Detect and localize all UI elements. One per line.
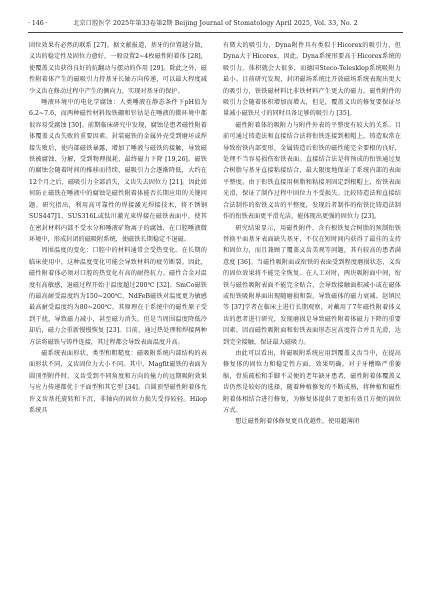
paragraph: 研究结果显示，用磁性附件、含有根铁复合树脂的预制衔铁替换平面基牙表面缺失基牙，不仅在短时间内获得了最佳的支持和固位力，而且兼顾了覆盖义齿美观等问题，其有较高的患者满意度 [36]。当磁性吸附面或衔铁的表面受到程度磨损状态，义齿的固位效果将不能完全恢复。在人工对时，两块吸附面中间，衔铁与磁性吸附表面不能完全贴合，会导致接触面积减小或在磁体或衔铁吸附界面出现随磨损和裂，导致磁体的磁力衰减。赵镇民等 [37]学者在临床上进行长期观察，对戴用了7年磁性附着体义齿的患者进行研究，发现磨损是导致磁性附着体磁力下降的重要因素。因而磁性吸附面和衔铁表面形态应高度符合并且光滑，达到完全接触，保证最大磁吸力。	[223, 224, 401, 346]
running-header	[28, 18, 403, 33]
paragraph: 固位效果有必然的联系 [27]。据文献报道，基牙的位置越分散，义齿的稳定性及固位力愈好，一般设置2~4枚磁性附着体 [28]，使覆盖义齿获得良好的抗翻动与摆动的作用 [29]。除此之外，磁性附着体产生的磁吸引力持基牙长轴方向传递，可以最大程度减少义齿在修动过程中产生的侧向力，实现对基牙的保护。	[29, 42, 207, 95]
left-column	[29, 40, 207, 588]
right-column	[223, 40, 401, 588]
paragraph: 唾液环境中的电化学腐蚀：人类唾液在静态条件下pH值为6.2~7.6，而两种磁性材料钕铁硼和钐钴是在唾液的微环境中都很容易受腐蚀 [30]。前期临床研究中发现，腐蚀是患者磁性附着体覆盖义齿失败的重要因素。封装磁铁的金属外壳受到磨坏或焊接失败后，使内部磁铁暴露，增加了唾液与磁铁的接触，导致磁铁被腐蚀、分解，受到物理损耗，最终磁力下降 [19,26]。磁铁的腐蚀会随着时间的推移而持续，磁吸引力会逐渐降低，大约在12个月之后，磁吸引力全部消失，义齿失去固位力 [21]。因此如何防止磁铁在唾液中的腐蚀是磁性附着体能否长期应用的关键问题。研究指出，利用高可靠性的焊接激光焊接技术，将不锈钢SUS447J1、SUS316L或钛川激光束焊接在磁铁表面中，使其在密封材料内部不受水分和唾液矿物离子的腐蚀，在口腔唾液微环境中，形成封闭的磁吸附系统，使磁铁长期稳定不退磁。	[29, 99, 207, 243]
journal-info: 北京口腔医学 2025年第33卷第2期 Beijing Journal of Stomatology April 2025, Vol. 33, No. 2	[73, 20, 358, 27]
paragraph: 有微大的吸引力，Dyna附件具有类似于Hicorex的吸引力，但Dyna大于Hicorex，因此，Dyna系统形要高于Hicorex系统的吸引力。体积就会大很多，而德国Steco-Telesklop系统吸附力最小。目前研究发现，封闭磁场系统比开放磁场系统表现出更大的吸引力，铁铁磁材料比非铁材料产生更大的磁力。磁性附件的吸引力会随着体积增加而增大，但是，覆盖义齿的修复要保证尽量减小磁铁尺寸的同时具备足够的吸引力 [35]。	[223, 42, 401, 118]
paragraph: 周围温度的变化：口腔中的材料通常会受热变化。在长期的临床使用中，这种温度变化可能会导致材料的疲劳断裂。因此，磁性附着体必须对口腔的热变化有高的耐热抗力。磁性合金对温度有高敏感，退磁过程开始于温度超过200℃ [32]。SmCo磁铁的最高耐受温度约为150~200℃，NdFeB磁铁对温度更为敏感最高耐受温度约为80~200℃，其原理在于系统中的磁性原子受到干扰，导致磁力减小，甚至磁力消失。但是当周围温度降低冷却后，磁力会重新慢慢恢复 [23]。目前，通过热处理和焊接两种方法将磁铁与铸件连接，其过程都会导致表面温度升高。	[29, 247, 207, 346]
paragraph: 想让磁性附着体修复更具优越性，使用超薄闭	[235, 418, 360, 426]
paragraph: 由此可以看出，将磁吸附系统应用到覆盖义齿当中，在提高修复体的固位力和稳定性方面，效果明确。对于牙槽略严重萎缩，骨质疏松和手脚不灵便的老年缺牙患者，磁性附着体覆盖义齿仍然是较好的选择，随着种植修复的不断成熟，将种植和磁性附着体相结合进行修复，为修复体提供了更加有效且方便的固位方式。	[223, 349, 401, 414]
paragraph: 磁系统表面形状、类型和粗糙度：磁吸附系统内部结构的表面形状不同，义齿固位力大小不同。其中，Magfit磁铁的表面为圆顶型附件时，义齿受到不同角度和方向的撞力的远期吸附效果与应力传递都优于平面型和其它型 [34]。自圆顶型磁性附着体允许义齿基托旋转和下沉，非轴向的固位力损失受得较轻。Hilop系统具	[29, 349, 207, 414]
paragraph: 磁性附着体的吸附力与附件外表的平整度有较大的关系。目前可通过铸造法和直接结合法将衔铁连接到根帽上，铸造取常在导致衔铁内部变形，金属铸造后衔铁的磁性能完全要根的良好，处理不当容易损伤衔铁表面。直接结合法是将预成的衔铁通过复合树脂与基牙直接粘接结合，最大限度地保证了系统内部的表面平整度。由于衔铁直接用树脂和粘接剂固定到根帽上，衔铁表面光滑，保证了制作过程中固位力不受损失。比较铸造法和直接结合法制作的衔铁义齿的平整度，发现后者制作的衔铁比铸造法制作的衔铁表面更平滑光洁，能体现出更强的固位力 [23]。	[223, 121, 401, 221]
page-number: · 146 ·	[28, 20, 48, 27]
